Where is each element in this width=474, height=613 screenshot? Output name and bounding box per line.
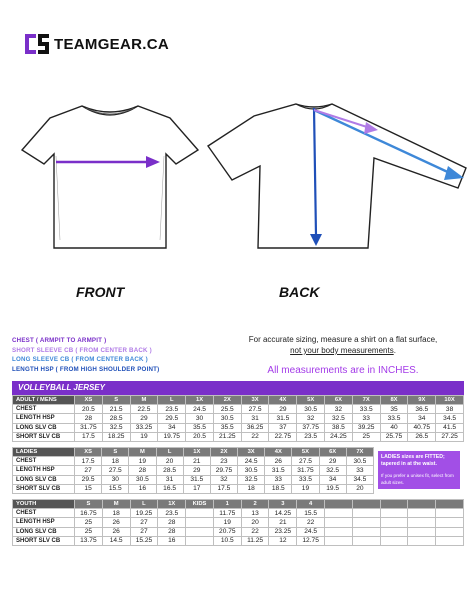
size-cell: 39.25 [352, 423, 380, 432]
size-cell [325, 518, 353, 527]
size-cell: 31.75 [75, 423, 103, 432]
size-cell: 34.5 [436, 414, 464, 423]
size-cell: 41.5 [436, 423, 464, 432]
brand-name: TEAMGEAR.CA [54, 35, 169, 53]
size-cell: 31.5 [269, 414, 297, 423]
youth-header-row [13, 500, 464, 509]
size-cell: 30.5 [297, 405, 325, 414]
size-cell: 18 [102, 509, 130, 518]
legend-chest: CHEST ( ARMPIT TO ARMPIT ) [12, 337, 107, 344]
size-cell: 28 [75, 414, 103, 423]
front-caption: FRONT [76, 284, 125, 300]
size-cell: 29.75 [210, 466, 237, 475]
table-row [13, 536, 464, 545]
size-header-cell: 8X [380, 396, 408, 405]
size-header-cell: 1 [213, 500, 241, 509]
size-cell: 27.25 [436, 432, 464, 441]
row-label: CHEST [13, 405, 75, 414]
size-cell: 19.25 [130, 509, 158, 518]
size-cell: 13 [241, 509, 269, 518]
size-header-cell: 9X [408, 396, 436, 405]
size-cell: 27.5 [102, 466, 129, 475]
size-cell [436, 536, 464, 545]
size-header-cell: S [102, 396, 130, 405]
size-cell [352, 509, 380, 518]
size-header-cell: 3 [269, 500, 297, 509]
size-cell: 29.5 [75, 475, 102, 484]
table-row [13, 484, 374, 493]
size-cell: 40 [380, 423, 408, 432]
size-cell [186, 527, 214, 536]
size-header-cell: S [75, 500, 103, 509]
size-cell: 33 [352, 414, 380, 423]
size-cell: 38 [436, 405, 464, 414]
size-cell: 30 [102, 475, 129, 484]
size-cell: 27.5 [241, 405, 269, 414]
size-header-cell: 2X [210, 448, 237, 457]
row-label: LENGTH HSP [13, 466, 75, 475]
size-cell [408, 536, 436, 545]
size-cell: 31 [156, 475, 183, 484]
size-cell: 29 [183, 466, 210, 475]
size-header-cell: 1X [186, 396, 214, 405]
size-cell [352, 518, 380, 527]
size-header-cell: 10X [436, 396, 464, 405]
size-cell: 33.5 [292, 475, 319, 484]
size-header-cell: 6X [319, 448, 346, 457]
size-cell: 19 [292, 484, 319, 493]
table-row [13, 518, 464, 527]
back-caption: BACK [279, 284, 320, 300]
size-cell: 30.5 [346, 457, 373, 466]
row-label: CHEST [13, 509, 75, 518]
size-cell: 15 [75, 484, 102, 493]
front-shirt-diagram [20, 100, 200, 250]
size-cell: 10.5 [213, 536, 241, 545]
size-cell: 32 [297, 414, 325, 423]
size-cell [436, 509, 464, 518]
size-cell: 27.5 [292, 457, 319, 466]
size-cell: 16 [158, 536, 186, 545]
measuring-note [228, 334, 458, 356]
size-header-cell: M [129, 448, 156, 457]
size-header-cell: 3X [241, 396, 269, 405]
table-row [13, 475, 374, 484]
size-header-cell: 2X [213, 396, 241, 405]
size-cell: 21 [183, 457, 210, 466]
size-cell: 26 [265, 457, 292, 466]
size-cell: 27 [130, 518, 158, 527]
size-cell: 32.5 [102, 423, 130, 432]
size-cell: 34 [158, 423, 186, 432]
size-cell: 30.5 [129, 475, 156, 484]
size-cell: 23.5 [158, 405, 186, 414]
size-cell: 16.5 [156, 484, 183, 493]
teamgear-logo-icon [24, 32, 50, 56]
size-cell: 18 [102, 457, 129, 466]
table-header-label: LADIES [13, 448, 75, 457]
size-cell: 21.25 [213, 432, 241, 441]
size-cell: 25 [75, 527, 103, 536]
size-cell: 20 [241, 518, 269, 527]
size-cell: 34 [319, 475, 346, 484]
size-cell: 15.5 [297, 509, 325, 518]
size-cell: 17.5 [75, 457, 102, 466]
size-cell: 28.5 [102, 414, 130, 423]
size-header-cell: 4X [269, 396, 297, 405]
ladies-fit-note [378, 451, 460, 489]
size-cell: 32.5 [325, 414, 353, 423]
size-cell: 28 [158, 518, 186, 527]
row-label: LONG SLV CB [13, 423, 75, 432]
size-cell: 29 [130, 414, 158, 423]
brand-logo [24, 32, 169, 56]
size-cell: 20 [346, 484, 373, 493]
size-header-cell: L [158, 396, 186, 405]
size-cell [408, 527, 436, 536]
size-cell: 31.5 [265, 466, 292, 475]
size-cell: 25.75 [380, 432, 408, 441]
size-cell: 32.5 [238, 475, 265, 484]
row-label: LENGTH HSP [13, 414, 75, 423]
table-row [13, 466, 374, 475]
size-header-cell: L [156, 448, 183, 457]
size-cell [380, 536, 408, 545]
size-header-cell: 6X [325, 396, 353, 405]
size-cell: 40.75 [408, 423, 436, 432]
row-label: CHEST [13, 457, 75, 466]
size-cell: 21 [269, 518, 297, 527]
ladies-size-table [12, 447, 374, 494]
legend-length-hsp: LENGTH HSP ( FROM HIGH SHOULDER POINT) [12, 365, 160, 373]
size-header-cell: 1X [158, 500, 186, 509]
size-cell: 24.5 [238, 457, 265, 466]
size-cell: 28.5 [156, 466, 183, 475]
size-cell: 30.5 [213, 414, 241, 423]
size-cell: 24.25 [325, 432, 353, 441]
size-cell: 22 [241, 432, 269, 441]
size-cell: 23 [210, 457, 237, 466]
size-cell: 37.75 [297, 423, 325, 432]
legend-long-sleeve: LONG SLEEVE CB ( FROM CENTER BACK ) [12, 356, 148, 363]
size-header-cell [436, 500, 464, 509]
size-cell: 32.5 [319, 466, 346, 475]
size-cell [408, 509, 436, 518]
size-header-cell: 5X [292, 448, 319, 457]
size-cell: 23.5 [297, 432, 325, 441]
table-row [13, 423, 464, 432]
size-cell: 34 [408, 414, 436, 423]
size-cell: 31 [241, 414, 269, 423]
size-cell: 37 [269, 423, 297, 432]
size-header-cell: L [130, 500, 158, 509]
size-cell: 17.5 [210, 484, 237, 493]
size-cell [436, 527, 464, 536]
size-cell: 33 [346, 466, 373, 475]
size-header-cell: S [102, 448, 129, 457]
size-cell: 27 [130, 527, 158, 536]
units-note: All measurements are in INCHES. [267, 365, 419, 376]
size-cell: 19.5 [319, 484, 346, 493]
size-header-cell [352, 500, 380, 509]
size-cell: 19 [129, 457, 156, 466]
size-cell: 30 [186, 414, 214, 423]
size-header-cell [380, 500, 408, 509]
size-cell: 14.25 [269, 509, 297, 518]
size-cell [408, 518, 436, 527]
size-cell: 25.5 [213, 405, 241, 414]
size-cell: 22.75 [269, 432, 297, 441]
youth-size-table [12, 499, 464, 546]
size-cell [325, 536, 353, 545]
size-cell [380, 527, 408, 536]
size-cell: 28 [129, 466, 156, 475]
size-cell [436, 518, 464, 527]
size-cell [325, 527, 353, 536]
note-line-2-end: . [393, 346, 396, 355]
size-header-cell [408, 500, 436, 509]
section-title: VOLLEYBALL JERSEY [12, 381, 464, 395]
size-cell: 26 [102, 518, 130, 527]
size-cell: 24.5 [186, 405, 214, 414]
size-cell: 19 [130, 432, 158, 441]
size-cell: 14.5 [102, 536, 130, 545]
size-cell [352, 527, 380, 536]
size-cell [380, 509, 408, 518]
size-header-cell: 2 [241, 500, 269, 509]
row-label: LONG SLV CB [13, 527, 75, 536]
size-cell: 33 [265, 475, 292, 484]
size-cell: 15.5 [102, 484, 129, 493]
size-cell: 20.5 [75, 405, 103, 414]
size-header-cell: 5X [297, 396, 325, 405]
size-cell: 19 [213, 518, 241, 527]
size-cell: 18.25 [102, 432, 130, 441]
size-cell: 25 [75, 518, 103, 527]
size-cell: 36.25 [241, 423, 269, 432]
size-cell: 11.25 [241, 536, 269, 545]
size-cell: 13.75 [75, 536, 103, 545]
size-cell: 36.5 [408, 405, 436, 414]
row-label: LONG SLV CB [13, 475, 75, 484]
row-label: LENGTH HSP [13, 518, 75, 527]
ladies-note-sub: If you prefer a unisex fit, select from adult sizes. [381, 473, 454, 485]
size-header-cell [325, 500, 353, 509]
size-cell: 22.5 [130, 405, 158, 414]
size-cell: 18.5 [265, 484, 292, 493]
size-cell: 16 [129, 484, 156, 493]
back-shirt-diagram [204, 96, 468, 256]
size-cell: 23.25 [269, 527, 297, 536]
size-cell: 35 [380, 405, 408, 414]
size-cell: 34.5 [346, 475, 373, 484]
table-row [13, 432, 464, 441]
size-header-cell: 4X [265, 448, 292, 457]
note-line-1: For accurate sizing, measure a shirt on a flat surface, [248, 335, 438, 344]
size-cell: 26 [102, 527, 130, 536]
size-header-cell: XS [75, 396, 103, 405]
size-cell: 33.5 [380, 414, 408, 423]
size-header-cell: 4 [297, 500, 325, 509]
size-cell: 22 [297, 518, 325, 527]
size-header-cell: 7X [346, 448, 373, 457]
size-header-cell: XS [75, 448, 102, 457]
size-cell: 28 [158, 527, 186, 536]
size-header-cell: 3X [238, 448, 265, 457]
table-header-label: ADULT / MENS [13, 396, 75, 405]
size-cell: 29.5 [158, 414, 186, 423]
note-line-2: not your body measurements [290, 346, 394, 355]
size-cell [352, 536, 380, 545]
size-cell: 21.5 [102, 405, 130, 414]
size-header-cell: 7X [352, 396, 380, 405]
size-cell: 16.75 [75, 509, 103, 518]
men-size-table [12, 395, 464, 442]
size-cell: 30.5 [238, 466, 265, 475]
size-cell: 26.5 [408, 432, 436, 441]
size-cell: 12.75 [297, 536, 325, 545]
size-header-cell: M [130, 396, 158, 405]
size-cell [325, 509, 353, 518]
size-header-cell: 1X [183, 448, 210, 457]
size-cell: 31.75 [292, 466, 319, 475]
size-cell: 17 [183, 484, 210, 493]
table-row [13, 527, 464, 536]
size-cell: 32 [325, 405, 353, 414]
legend-short-sleeve: SHORT SLEEVE CB ( FROM CENTER BACK ) [12, 346, 152, 354]
size-cell: 29 [319, 457, 346, 466]
size-cell: 33.25 [130, 423, 158, 432]
size-cell: 20.5 [186, 432, 214, 441]
size-header-cell: M [102, 500, 130, 509]
size-cell: 12 [269, 536, 297, 545]
size-header-cell: KIDS [186, 500, 214, 509]
size-cell: 38.5 [325, 423, 353, 432]
ladies-note-title: LADIES sizes are FITTED; tapered in at the waist. [381, 454, 445, 467]
table-row [13, 509, 464, 518]
size-cell: 22 [241, 527, 269, 536]
size-cell: 20 [156, 457, 183, 466]
size-cell: 35.5 [213, 423, 241, 432]
row-label: SHORT SLV CB [13, 432, 75, 441]
size-cell: 31.5 [183, 475, 210, 484]
size-cell: 35.5 [186, 423, 214, 432]
size-cell: 15.25 [130, 536, 158, 545]
size-cell: 29 [269, 405, 297, 414]
size-cell: 20.75 [213, 527, 241, 536]
table-row [13, 457, 374, 466]
row-label: SHORT SLV CB [13, 536, 75, 545]
size-cell [186, 509, 214, 518]
size-cell: 24.5 [297, 527, 325, 536]
size-cell: 19.75 [158, 432, 186, 441]
size-cell: 33.5 [352, 405, 380, 414]
size-cell: 32 [210, 475, 237, 484]
men-header-row [13, 396, 464, 405]
size-cell: 17.5 [75, 432, 103, 441]
size-cell [380, 518, 408, 527]
size-cell [186, 518, 214, 527]
table-row [13, 414, 464, 423]
table-header-label: YOUTH [13, 500, 75, 509]
size-cell [186, 536, 214, 545]
table-row [13, 405, 464, 414]
size-cell: 27 [75, 466, 102, 475]
ladies-header-row [13, 448, 374, 457]
size-cell: 11.75 [213, 509, 241, 518]
size-cell: 18 [238, 484, 265, 493]
size-cell: 25 [352, 432, 380, 441]
size-cell: 23.5 [158, 509, 186, 518]
row-label: SHORT SLV CB [13, 484, 75, 493]
measurement-legend [12, 336, 159, 374]
